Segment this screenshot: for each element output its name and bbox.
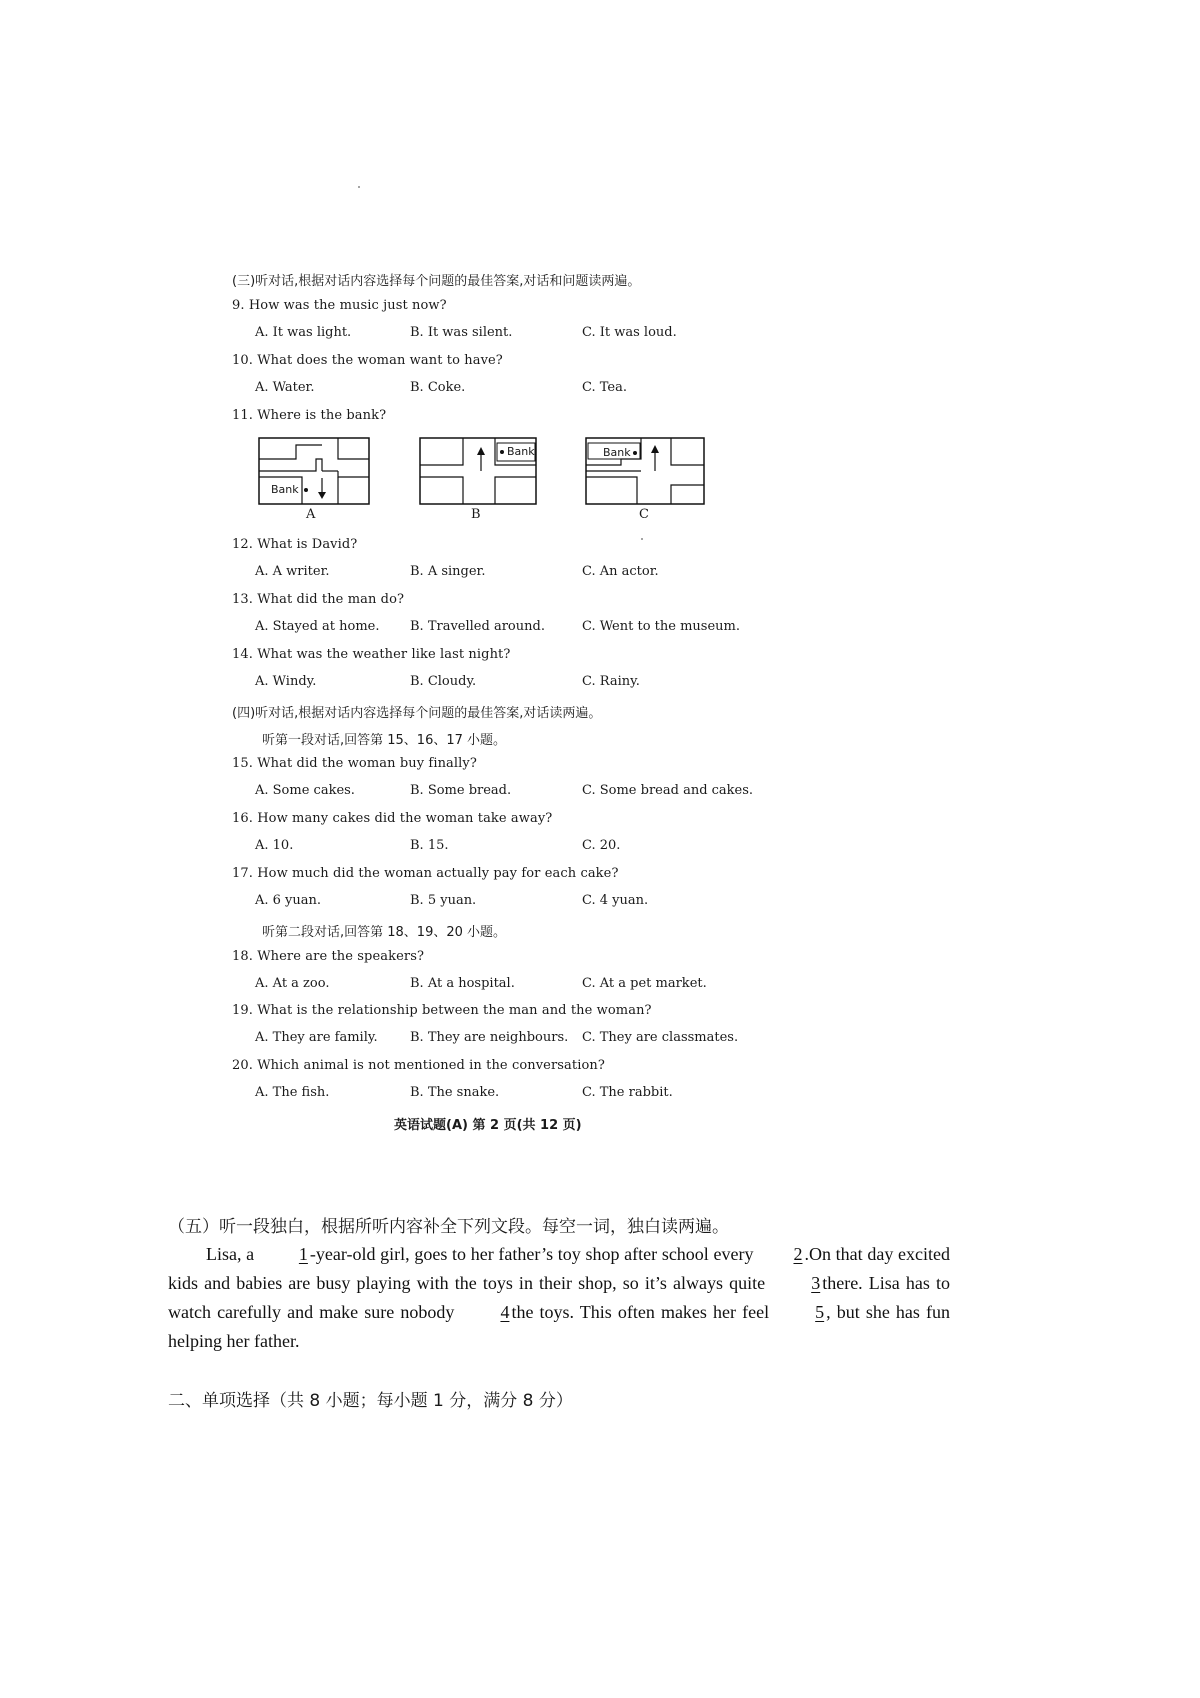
option-20c: C. The rabbit.: [582, 1085, 673, 1100]
map-label-b: B: [471, 507, 481, 522]
map-b-bank-label: Bank: [507, 445, 535, 458]
monologue-passage: [168, 1240, 950, 1356]
option-20a: A. The fish.: [255, 1085, 330, 1100]
section-4-heading: (四)听对话,根据对话内容选择每个问题的最佳答案,对话读两遍。: [232, 706, 602, 721]
passage-text-2: -year-old girl, goes to her father’s toy shop after school every: [309, 1244, 754, 1264]
option-17c: C. 4 yuan.: [582, 893, 649, 908]
question-19: 19. What is the relationship between the man and the woman?: [232, 1003, 652, 1018]
map-label-a: A: [306, 507, 316, 522]
map-label-c: C: [639, 507, 650, 522]
section-3-heading: (三)听对话,根据对话内容选择每个问题的最佳答案,对话和问题读两遍。: [232, 274, 641, 289]
question-12: 12. What is David?: [232, 537, 358, 552]
option-19b: B. They are neighbours.: [410, 1030, 569, 1045]
section-4-sub2: 听第二段对话,回答第 18、19、20 小题。: [262, 925, 507, 940]
question-13: 13. What did the man do?: [232, 592, 405, 607]
option-9c: C. It was loud.: [582, 325, 677, 340]
map-a-bank-label: Bank: [271, 483, 299, 496]
section-4-sub1: 听第一段对话,回答第 15、16、17 小题。: [262, 733, 507, 748]
blank-5: 5: [815, 1302, 825, 1322]
option-13a: A. Stayed at home.: [255, 619, 380, 634]
option-9a: A. It was light.: [255, 325, 352, 340]
option-12a: A. A writer.: [255, 564, 330, 579]
question-18: 18. Where are the speakers?: [232, 949, 425, 964]
scan-speck: [641, 538, 643, 540]
question-20: 20. Which animal is not mentioned in the conversation?: [232, 1058, 605, 1073]
option-9b: B. It was silent.: [410, 325, 513, 340]
question-10: 10. What does the woman want to have?: [232, 353, 503, 368]
option-17b: B. 5 yuan.: [410, 893, 477, 908]
blank-3: 3: [811, 1273, 821, 1293]
question-16: 16. How many cakes did the woman take away?: [232, 811, 553, 826]
blank-2: 2: [793, 1244, 803, 1264]
question-11: 11. Where is the bank?: [232, 408, 387, 423]
option-18c: C. At a pet market.: [582, 976, 707, 991]
passage-text-5: the toys. This often makes her feel: [511, 1302, 770, 1322]
option-10b: B. Coke.: [410, 380, 466, 395]
blank-1: 1: [298, 1244, 308, 1264]
question-9: 9. How was the music just now?: [232, 298, 447, 313]
option-15a: A. Some cakes.: [255, 783, 355, 798]
question-14: 14. What was the weather like last night?: [232, 647, 511, 662]
option-15c: C. Some bread and cakes.: [582, 783, 754, 798]
option-15b: B. Some bread.: [410, 783, 512, 798]
question-15: 15. What did the woman buy finally?: [232, 756, 477, 771]
option-13b: B. Travelled around.: [410, 619, 545, 634]
option-18b: B. At a hospital.: [410, 976, 515, 991]
option-16c: C. 20.: [582, 838, 621, 853]
map-c-bank-label: Bank: [603, 446, 631, 459]
blank-4: 4: [500, 1302, 510, 1322]
option-19c: C. They are classmates.: [582, 1030, 739, 1045]
scan-speck: [358, 186, 360, 188]
passage-text-4: there. Lisa has to watch carefully and make sure nobody: [168, 1273, 950, 1322]
option-16b: B. 15.: [410, 838, 449, 853]
option-16a: A. 10.: [255, 838, 294, 853]
option-12b: B. A singer.: [410, 564, 486, 579]
passage-text-3: .On that day excited kids and babies are busy playing with the toys in their shop, so it’s always quite: [168, 1244, 951, 1293]
option-17a: A. 6 yuan.: [255, 893, 322, 908]
option-12c: C. An actor.: [582, 564, 659, 579]
passage-text-6: , but she has fun helping her father.: [168, 1302, 951, 1351]
option-20b: B. The snake.: [410, 1085, 500, 1100]
option-13c: C. Went to the museum.: [582, 619, 740, 634]
option-14c: C. Rainy.: [582, 674, 640, 689]
section-5-heading: （五）听一段独白，根据所听内容补全下列文段。每空一词，独白读两遍。: [168, 1217, 729, 1237]
option-19a: A. They are family.: [255, 1030, 378, 1045]
part-2-heading: 二、单项选择（共 8 小题；每小题 1 分，满分 8 分）: [168, 1391, 573, 1411]
passage-text-1: Lisa, a: [206, 1244, 255, 1264]
option-10a: A. Water.: [255, 380, 315, 395]
option-14b: B. Cloudy.: [410, 674, 477, 689]
option-14a: A. Windy.: [255, 674, 317, 689]
question-17: 17. How much did the woman actually pay for each cake?: [232, 866, 619, 881]
option-18a: A. At a zoo.: [255, 976, 330, 991]
page-footer: 英语试题(A) 第 2 页(共 12 页): [394, 1118, 582, 1133]
option-10c: C. Tea.: [582, 380, 627, 395]
